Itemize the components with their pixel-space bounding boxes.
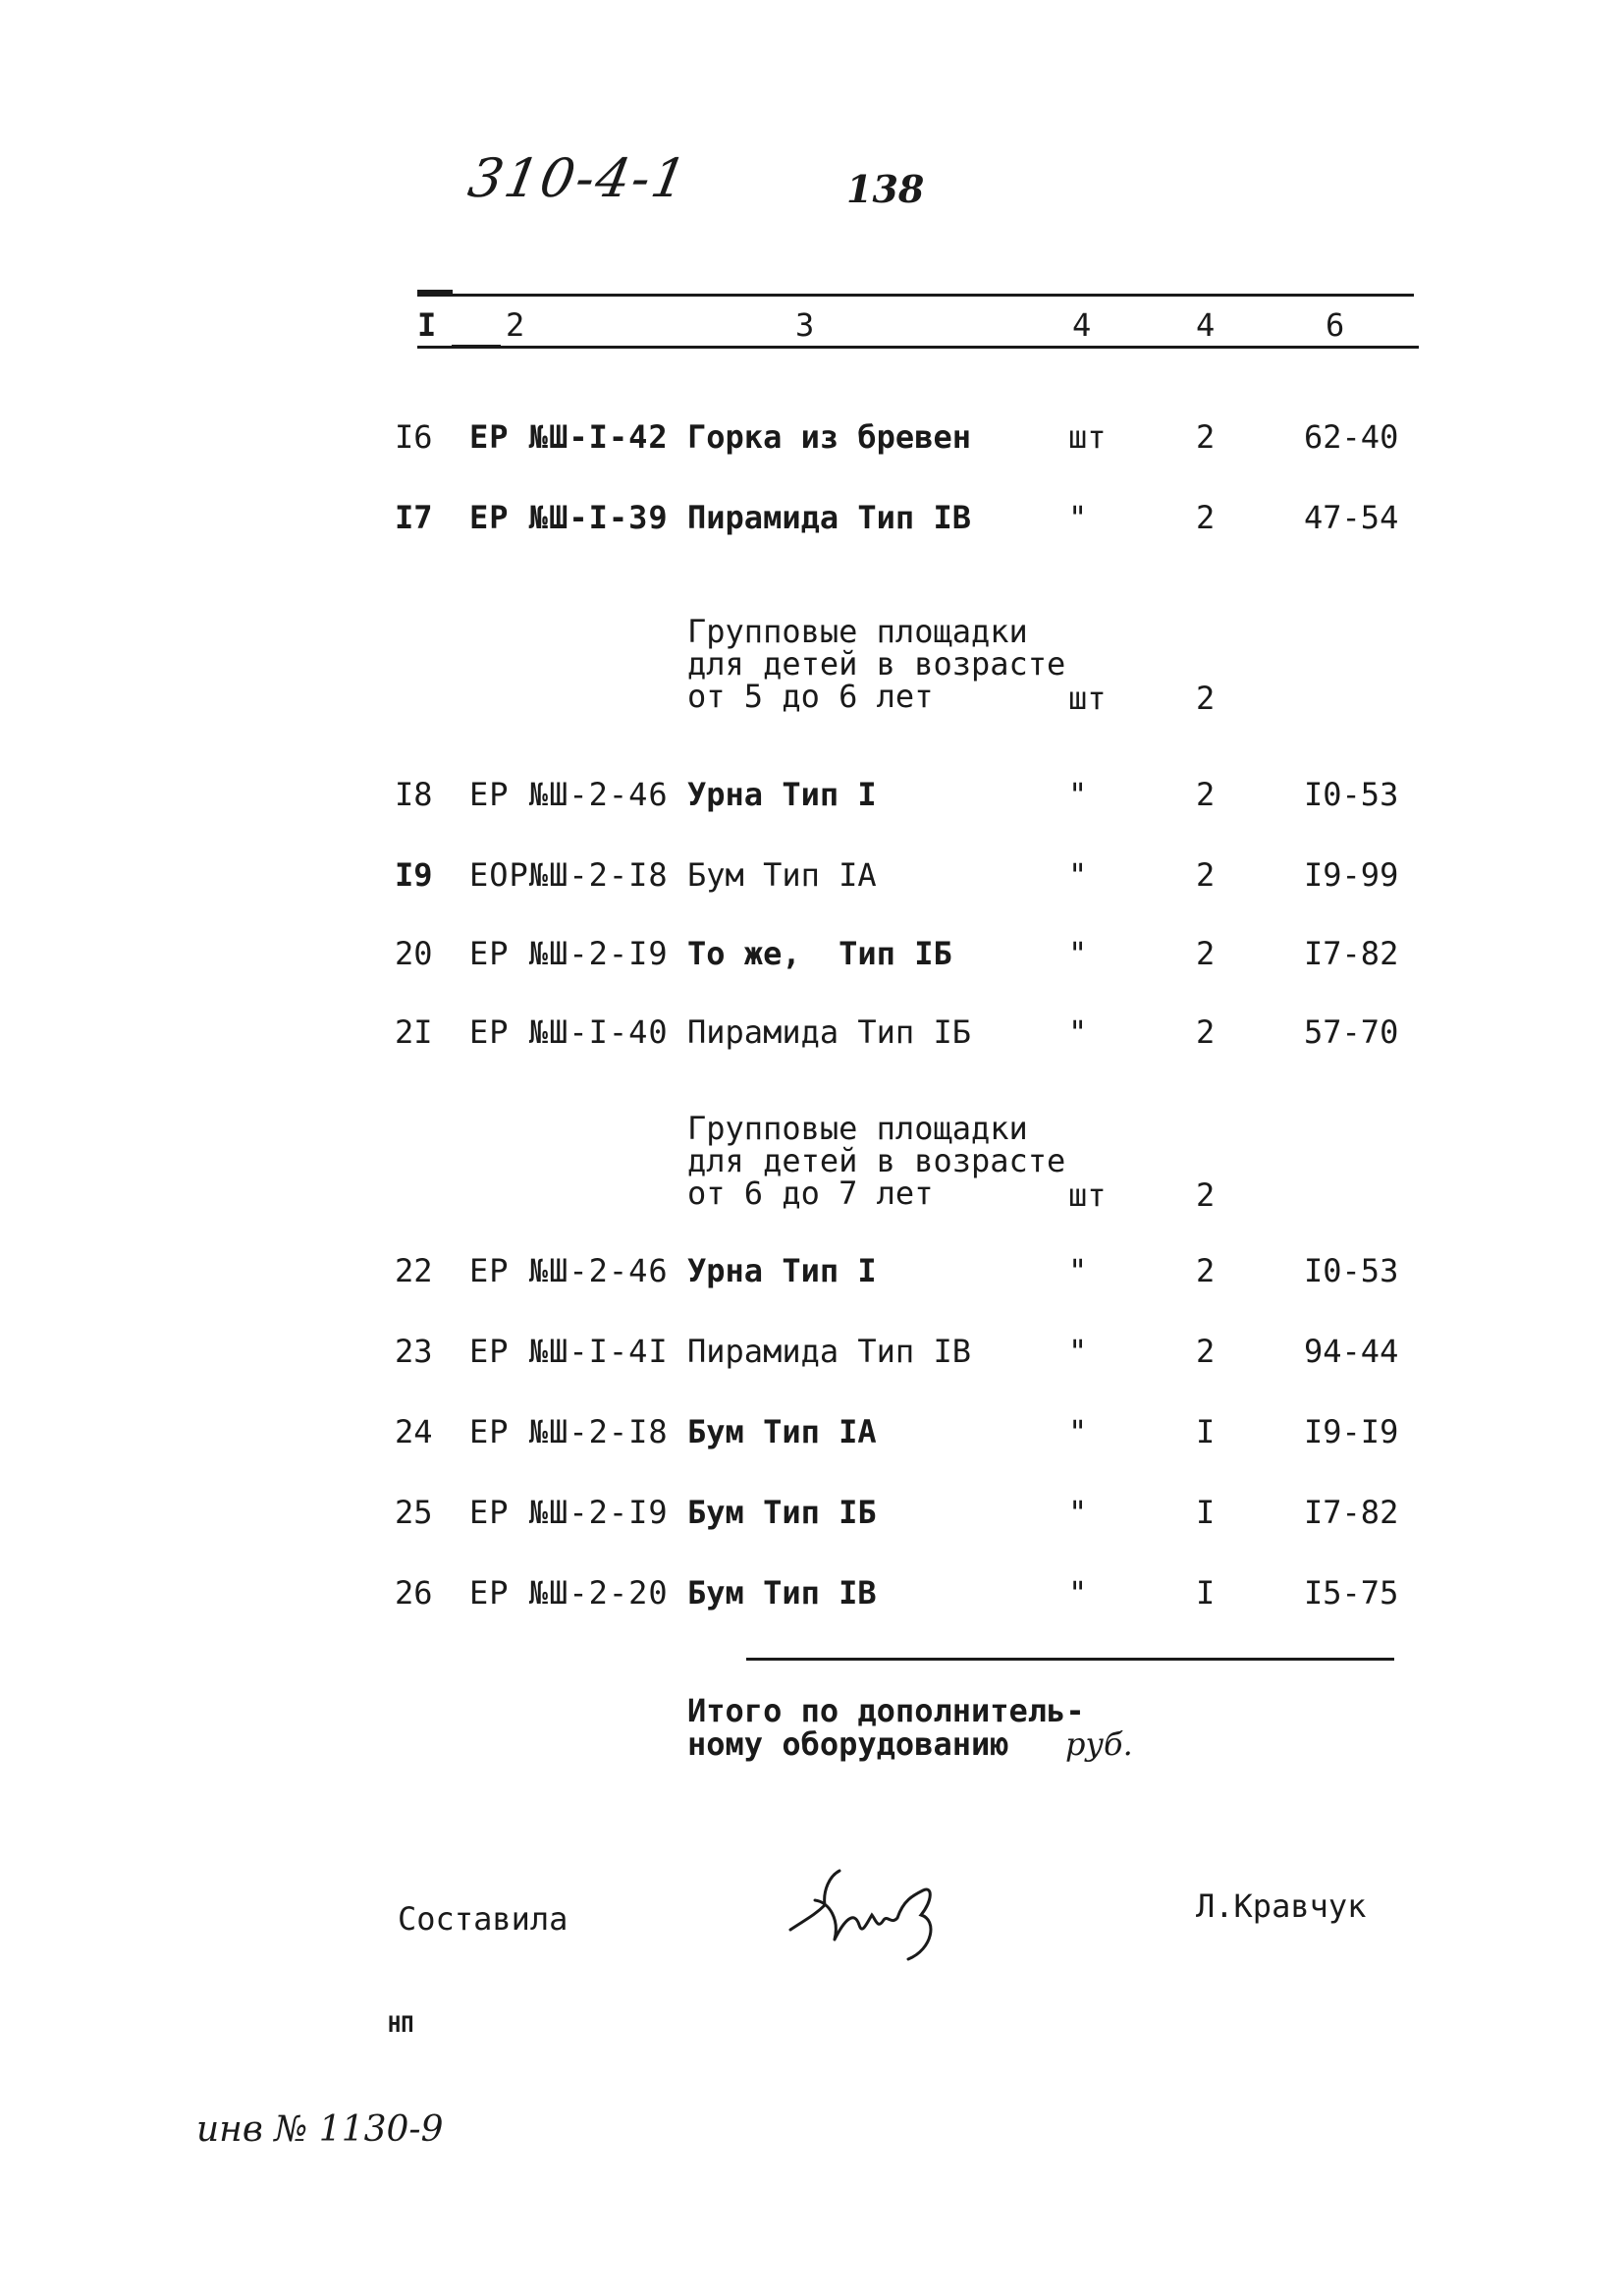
table-row: [0, 499, 1624, 548]
row-number: 26: [395, 1574, 433, 1612]
column-number-1: I: [417, 306, 437, 344]
row-unit: ": [1068, 1413, 1088, 1450]
row-price: 47-54: [1304, 499, 1399, 536]
total-label-line: ному оборудованию: [687, 1725, 1009, 1763]
table-row: [0, 1574, 1624, 1623]
row-unit: ": [1068, 1252, 1088, 1289]
row-unit: ": [1068, 499, 1088, 536]
row-number: 2I: [395, 1013, 433, 1051]
row-price: 57-70: [1304, 1013, 1399, 1051]
group-unit: шт: [1068, 680, 1107, 717]
row-price: I9-I9: [1304, 1413, 1399, 1450]
column-number-6: 6: [1326, 306, 1345, 344]
table-row: [0, 856, 1624, 905]
group-heading-line: от 5 до 6 лет: [687, 678, 934, 715]
inventory-number: инв № 1130-9: [196, 2109, 444, 2150]
group-heading-5-6: [687, 613, 1066, 715]
row-unit: ": [1068, 1574, 1088, 1612]
total-label: [687, 1694, 1085, 1761]
row-code: ЕР №Ш-2-46: [469, 776, 669, 813]
row-unit: ": [1068, 776, 1088, 813]
row-name: Бум Тип IА: [687, 856, 877, 894]
row-name: Пирамида Тип IБ: [687, 1013, 971, 1051]
row-price: I0-53: [1304, 1252, 1399, 1289]
table-row: [0, 418, 1624, 467]
row-quantity: 2: [1196, 418, 1216, 456]
row-quantity: 2: [1196, 1333, 1216, 1370]
row-code: ЕР №Ш-I-42: [469, 418, 669, 456]
row-number: I7: [395, 499, 433, 536]
row-name: Бум Тип IВ: [687, 1574, 877, 1612]
author-name: Л.Кравчук: [1196, 1887, 1367, 1925]
group-unit: шт: [1068, 1176, 1107, 1214]
row-code: ЕР №Ш-2-I9: [469, 1494, 669, 1531]
group-heading-6-7: [687, 1110, 1066, 1212]
row-code: ЕР №Ш-I-4I: [469, 1333, 669, 1370]
row-number: 20: [395, 935, 433, 972]
row-price: I0-53: [1304, 776, 1399, 813]
row-quantity: 2: [1196, 1252, 1216, 1289]
group-heading-line: Групповые площадки: [687, 1110, 1028, 1147]
row-quantity: 2: [1196, 935, 1216, 972]
row-price: I9-99: [1304, 856, 1399, 894]
row-number: 22: [395, 1252, 433, 1289]
row-unit: ": [1068, 1333, 1088, 1370]
row-unit: ": [1068, 856, 1088, 894]
row-quantity: I: [1196, 1413, 1216, 1450]
row-quantity: 2: [1196, 499, 1216, 536]
row-number: I9: [395, 856, 433, 894]
table-row: [0, 1333, 1624, 1382]
row-code: ЕР №Ш-I-40: [469, 1013, 669, 1051]
row-quantity: 2: [1196, 1013, 1216, 1051]
column-number-2: 2: [506, 306, 525, 344]
row-unit: шт: [1068, 418, 1107, 456]
row-number: 25: [395, 1494, 433, 1531]
table-row: [0, 935, 1624, 984]
row-price: 94-44: [1304, 1333, 1399, 1370]
page-number: 138: [846, 167, 925, 211]
row-number: I6: [395, 418, 433, 456]
row-unit: ": [1068, 1494, 1088, 1531]
table-row: [0, 1494, 1624, 1543]
group-quantity: 2: [1196, 1176, 1216, 1214]
table-row: [0, 1013, 1624, 1063]
row-unit: ": [1068, 1013, 1088, 1051]
table-row: [0, 1413, 1624, 1462]
row-quantity: 2: [1196, 856, 1216, 894]
total-label-line: Итого по дополнитель-: [687, 1692, 1085, 1729]
row-price: I7-82: [1304, 1494, 1399, 1531]
row-unit: ": [1068, 935, 1088, 972]
group-quantity: 2: [1196, 680, 1216, 717]
group-heading-line: для детей в возрасте: [687, 1142, 1066, 1179]
row-number: 24: [395, 1413, 433, 1450]
row-number: 23: [395, 1333, 433, 1370]
row-name: Урна Тип I: [687, 1252, 877, 1289]
row-name: Пирамида Тип IВ: [687, 499, 971, 536]
row-name: Бум Тип IБ: [687, 1494, 877, 1531]
column-number-3: 3: [795, 306, 815, 344]
row-code: ЕР №Ш-I-39: [469, 499, 669, 536]
row-quantity: I: [1196, 1494, 1216, 1531]
np-mark: НП: [388, 2013, 414, 2038]
row-name: Урна Тип I: [687, 776, 877, 813]
group-heading-line: от 6 до 7 лет: [687, 1175, 934, 1212]
total-rule: [746, 1658, 1394, 1661]
table-header-rule: [417, 346, 1419, 349]
compiled-by-label: Составила: [398, 1900, 568, 1938]
handwritten-signature: [785, 1861, 982, 1969]
row-code: ЕР №Ш-2-I8: [469, 1413, 669, 1450]
column-number-4: 4: [1072, 306, 1092, 344]
document-code: 310-4-1: [463, 147, 693, 209]
group-heading-line: для детей в возрасте: [687, 645, 1066, 683]
row-price: 62-40: [1304, 418, 1399, 456]
table-row: [0, 1252, 1624, 1301]
column-number-5: 4: [1196, 306, 1216, 344]
row-code: ЕОР№Ш-2-I8: [469, 856, 669, 894]
row-name: Бум Тип IА: [687, 1413, 877, 1450]
row-quantity: 2: [1196, 776, 1216, 813]
row-quantity: I: [1196, 1574, 1216, 1612]
row-number: I8: [395, 776, 433, 813]
total-unit: руб.: [1065, 1725, 1133, 1763]
row-name: То же, Тип IБ: [687, 935, 952, 972]
row-price: I5-75: [1304, 1574, 1399, 1612]
row-name: Горка из бревен: [687, 418, 971, 456]
row-code: ЕР №Ш-2-20: [469, 1574, 669, 1612]
table-row: [0, 776, 1624, 825]
row-name: Пирамида Тип IВ: [687, 1333, 971, 1370]
table-top-rule: [417, 294, 1414, 297]
row-code: ЕР №Ш-2-46: [469, 1252, 669, 1289]
row-price: I7-82: [1304, 935, 1399, 972]
row-code: ЕР №Ш-2-I9: [469, 935, 669, 972]
group-heading-line: Групповые площадки: [687, 613, 1028, 650]
